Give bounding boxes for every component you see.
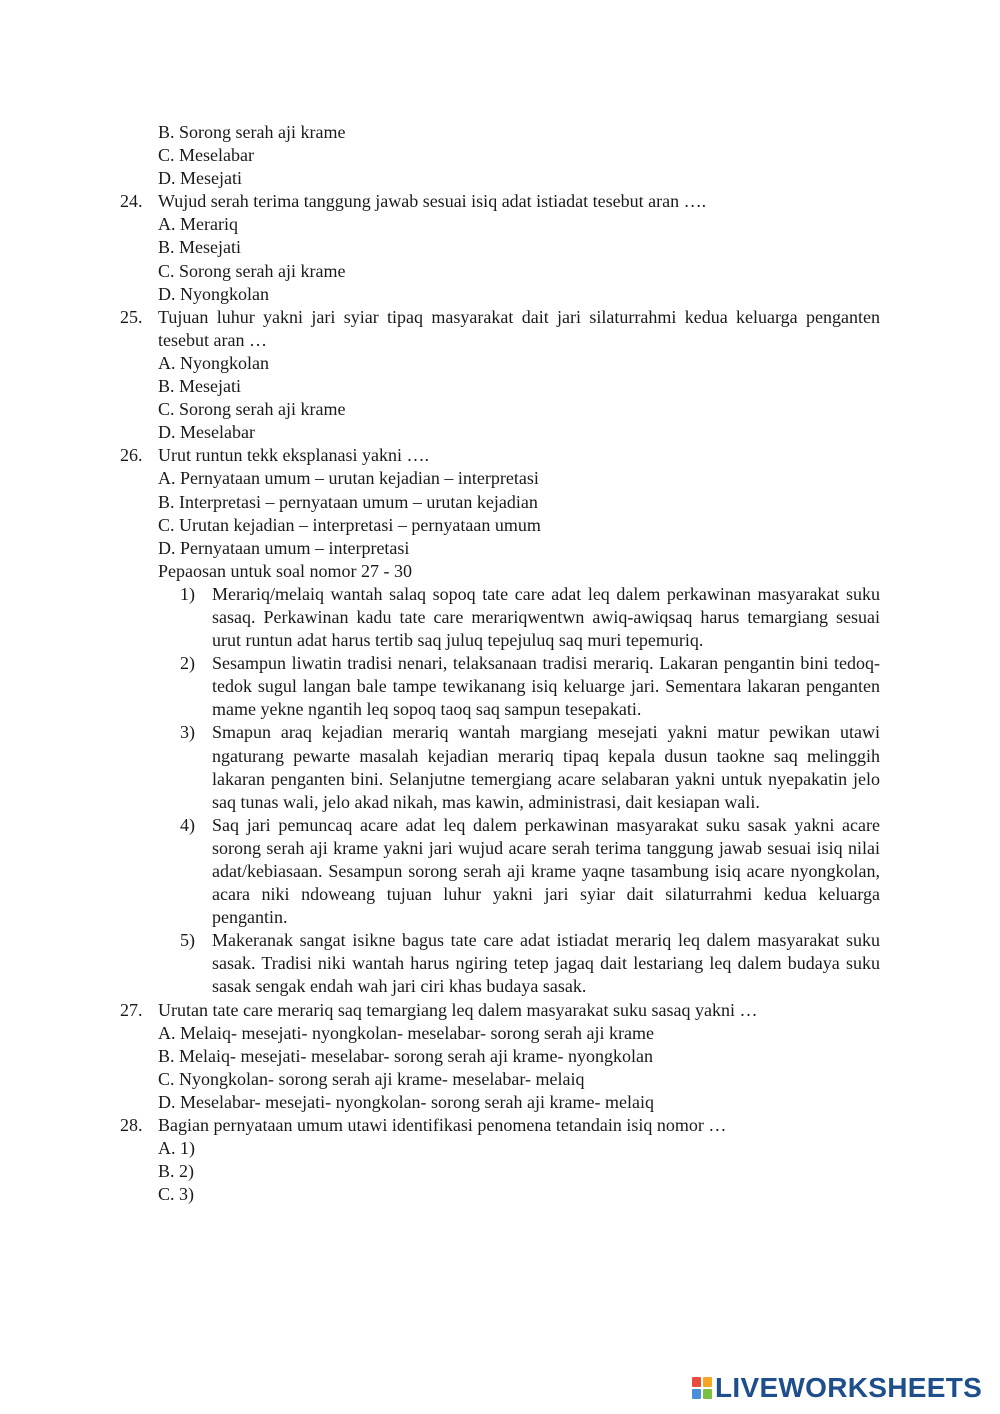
question-number: 27.	[120, 999, 143, 1020]
question-number: 26.	[120, 445, 143, 466]
logo-block-red	[692, 1377, 701, 1387]
q26-option-a[interactable]: A. Pernyataan umum – urutan kejadian – interpretasi	[158, 468, 539, 489]
q25-option-c[interactable]: C. Sorong serah aji krame	[158, 399, 346, 420]
q25-option-b[interactable]: B. Mesejati	[158, 376, 241, 397]
question-text: Urutan tate care merariq saq temargiang leq dalem masyarakat suku sasaq yakni …	[158, 999, 758, 1020]
reading-intro: Pepaosan untuk soal nomor 27 - 30	[158, 560, 412, 581]
q27-option-d[interactable]: D. Meselabar- mesejati- nyongkolan- sorong serah aji krame- melaiq	[158, 1091, 654, 1112]
question-number: 25.	[120, 306, 143, 327]
question-text: Bagian pernyataan umum utawi identifikasi penomena tetandain isiq nomor …	[158, 1115, 727, 1136]
q28-option-a[interactable]: A. 1)	[158, 1138, 195, 1159]
paragraph-number: 5)	[180, 930, 195, 951]
option-d-previous[interactable]: D. Mesejati	[158, 168, 242, 189]
paragraph-text: Saq jari pemuncaq acare adat leq dalem perkawinan masyarakat suku sasak yakni acare sorong serah aji krame yakni jari wujud acare serah terima tanggung jawab sesuai isiq nilai adat/kebiasaan. Sesampun sorong serah aji krame yaqne tasambung isiq acare nyongkolan, acara niki ndoweang tujuan luhur yakni jari syiar dait silaturrahmi kedua keluarga pengantin.	[212, 814, 880, 928]
reading-paragraph-4	[120, 814, 880, 929]
reading-paragraph-1	[120, 583, 880, 652]
q24-option-d[interactable]: D. Nyongkolan	[158, 283, 269, 304]
liveworksheets-logo-icon	[692, 1377, 712, 1399]
question-text: Urut runtun tekk eksplanasi yakni ….	[158, 445, 429, 466]
q24-option-b[interactable]: B. Mesejati	[158, 237, 241, 258]
q24-option-a[interactable]: A. Merariq	[158, 214, 238, 235]
question-25	[120, 306, 880, 352]
q27-option-c[interactable]: C. Nyongkolan- sorong serah aji krame- meselabar- melaiq	[158, 1068, 585, 1089]
question-text: Wujud serah terima tanggung jawab sesuai isiq adat istiadat tesebut aran ….	[158, 191, 707, 212]
paragraph-number: 1)	[180, 583, 195, 604]
q26-option-b[interactable]: B. Interpretasi – pernyataan umum – urutan kejadian	[158, 491, 538, 512]
option-b-previous[interactable]: B. Sorong serah aji krame	[158, 122, 346, 142]
question-number: 24.	[120, 191, 143, 212]
question-24	[120, 190, 880, 213]
paragraph-number: 2)	[180, 653, 195, 674]
q27-option-b[interactable]: B. Melaiq- mesejati- meselabar- sorong serah aji krame- nyongkolan	[158, 1045, 653, 1066]
q28-option-b[interactable]: B. 2)	[158, 1161, 194, 1182]
question-28	[120, 1114, 880, 1137]
q26-option-c[interactable]: C. Urutan kejadian – interpretasi – pernyataan umum	[158, 514, 541, 535]
reading-paragraph-3	[120, 721, 880, 813]
paragraph-text: Smapun araq kejadian merariq wantah margiang mesejati yakni matur pewikan utawi ngaturang pewarte masalah kejadian merariq tipaq kepala dusun taokne saq melinggih lakaran penganten bini. Selanjutne temergiang acare selabaran yakni untuk nyepakatin jelo saq tunas wali, jelo akad nikah, mas kawin, administrasi, dait kesiapan wali.	[212, 722, 880, 812]
question-26	[120, 444, 880, 467]
worksheet-page	[120, 121, 880, 1206]
reading-paragraph-2	[120, 652, 880, 721]
paragraph-text: Sesampun liwatin tradisi nenari, telaksanaan tradisi merariq. Lakaran pengantin bini tedoq-tedok sugul langan bale tampe tewikanang isiq keluarge jari. Sementara lakaran penganten mame yekne ngantih leq sopoq taoq saq sampun tesepakati.	[212, 653, 880, 720]
question-number: 28.	[120, 1115, 143, 1136]
option-c-previous[interactable]: C. Meselabar	[158, 145, 254, 166]
logo-block-green	[703, 1389, 712, 1399]
q24-option-c[interactable]: C. Sorong serah aji krame	[158, 260, 346, 281]
liveworksheets-logo[interactable]	[692, 1374, 982, 1402]
question-text: Tujuan luhur yakni jari syiar tipaq masyarakat dait jari silaturrahmi kedua keluarga penganten tesebut aran …	[158, 306, 880, 350]
q28-option-c[interactable]: C. 3)	[158, 1184, 194, 1205]
reading-paragraph-5	[120, 929, 880, 998]
q25-option-a[interactable]: A. Nyongkolan	[158, 352, 269, 373]
logo-text: LIVEWORKSHEETS	[715, 1372, 983, 1403]
q26-option-d[interactable]: D. Pernyataan umum – interpretasi	[158, 537, 410, 558]
q25-option-d[interactable]: D. Meselabar	[158, 422, 255, 443]
paragraph-text: Merariq/melaiq wantah salaq sopoq tate care adat leq dalem perkawinan masyarakat suku sasaq. Perkawinan kadu tate care merariqwentwn awiq-awiqsaq harus temargiang sesuai urut runtun adat harus tertib saq juluq tepejuluq saq muri tepemuriq.	[212, 583, 880, 651]
q27-option-a[interactable]: A. Melaiq- mesejati- nyongkolan- meselabar- sorong serah aji krame	[158, 1022, 654, 1043]
logo-block-blue	[692, 1389, 701, 1399]
paragraph-number: 4)	[180, 814, 195, 835]
paragraph-number: 3)	[180, 722, 195, 743]
logo-block-orange	[703, 1377, 712, 1387]
paragraph-text: Makeranak sangat isikne bagus tate care adat istiadat merariq leq dalem masyarakat suku sasak. Tradisi niki wantah harus ngiring tetep jagaq dait lestariang leq dalem budaya suku sasak sengak endah wah jari ciri khas budaya sasak.	[212, 930, 880, 997]
question-27	[120, 999, 880, 1022]
